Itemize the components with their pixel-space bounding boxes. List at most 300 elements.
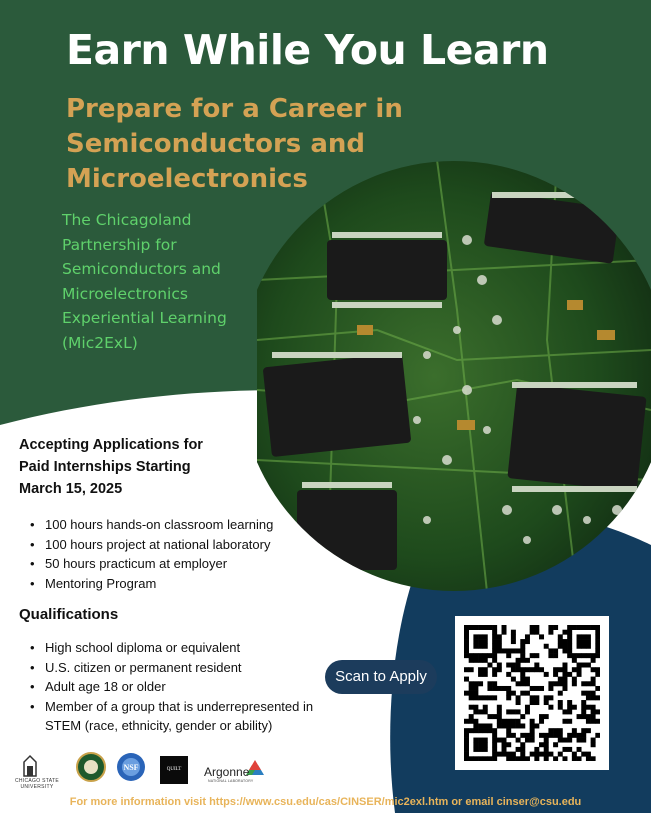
qr-module xyxy=(492,634,497,639)
qr-module xyxy=(530,738,535,743)
qr-module xyxy=(478,742,483,747)
qr-module xyxy=(581,691,586,696)
qr-module xyxy=(558,639,563,644)
qr-module xyxy=(577,639,582,644)
qr-module xyxy=(586,653,591,658)
qr-module xyxy=(525,709,530,714)
qr-module xyxy=(548,728,553,733)
qr-module xyxy=(502,747,507,752)
qr-module xyxy=(487,728,492,733)
qr-module xyxy=(577,663,582,668)
qr-module xyxy=(478,658,483,663)
qr-module xyxy=(572,752,577,757)
qr-module xyxy=(464,644,469,649)
qr-module xyxy=(595,630,600,635)
qr-module xyxy=(539,667,544,672)
qr-module xyxy=(539,752,544,757)
qr-module xyxy=(478,672,483,677)
qr-module xyxy=(572,756,577,761)
qr-module xyxy=(548,681,553,686)
qr-module xyxy=(511,639,516,644)
qr-module xyxy=(473,742,478,747)
qr-module xyxy=(478,667,483,672)
qr-module xyxy=(497,709,502,714)
qr-module xyxy=(548,686,553,691)
qr-module xyxy=(473,634,478,639)
qr-module xyxy=(483,742,488,747)
qr-module xyxy=(525,738,530,743)
qr-module xyxy=(595,686,600,691)
qr-module xyxy=(506,686,511,691)
qr-module xyxy=(591,667,596,672)
qr-module xyxy=(534,695,539,700)
qr-module xyxy=(478,639,483,644)
qr-module xyxy=(497,639,502,644)
qr-module xyxy=(539,634,544,639)
qr-module xyxy=(577,644,582,649)
qr-module xyxy=(591,714,596,719)
qr-module xyxy=(558,705,563,710)
qr-module xyxy=(469,756,474,761)
qr-module xyxy=(464,667,469,672)
qr-module xyxy=(492,747,497,752)
qr-module xyxy=(544,700,549,705)
qr-module xyxy=(572,667,577,672)
qr-module xyxy=(525,667,530,672)
qr-module xyxy=(591,681,596,686)
qr-module xyxy=(534,747,539,752)
qr-module xyxy=(567,709,572,714)
qr-module xyxy=(591,625,596,630)
qr-module xyxy=(558,728,563,733)
qr-module xyxy=(469,714,474,719)
qr-module xyxy=(506,653,511,658)
qr-module xyxy=(516,648,521,653)
qr-module xyxy=(572,677,577,682)
qr-module xyxy=(577,714,582,719)
qr-module xyxy=(520,658,525,663)
qr-module xyxy=(595,648,600,653)
qr-module xyxy=(520,644,525,649)
qr-module xyxy=(577,667,582,672)
qr-module xyxy=(567,738,572,743)
qr-module xyxy=(534,686,539,691)
qr-module xyxy=(506,672,511,677)
qr-module xyxy=(492,644,497,649)
qr-module xyxy=(497,705,502,710)
qr-module xyxy=(586,639,591,644)
qr-module xyxy=(567,644,572,649)
csu-logo-text: CHICAGO STATE UNIVERSITY xyxy=(15,778,59,790)
qr-module xyxy=(595,639,600,644)
qr-module xyxy=(492,639,497,644)
qr-module xyxy=(567,719,572,724)
qr-module xyxy=(473,738,478,743)
qr-module xyxy=(530,733,535,738)
qr-module xyxy=(511,677,516,682)
qr-module xyxy=(516,723,521,728)
qr-module xyxy=(525,691,530,696)
qr-module xyxy=(497,686,502,691)
qr-module xyxy=(469,681,474,686)
qr-module xyxy=(539,733,544,738)
qr-module xyxy=(562,639,567,644)
list-item: • U.S. citizen or permanent resident xyxy=(23,658,323,678)
partnership-name: The Chicagoland Partnership for Semiconductors and Microelectronics Experiential Learning (Mic2ExL) xyxy=(62,211,227,352)
qr-module xyxy=(492,681,497,686)
qr-module xyxy=(473,686,478,691)
qr-module xyxy=(483,747,488,752)
qr-module xyxy=(478,709,483,714)
qr-module xyxy=(511,634,516,639)
qr-module xyxy=(464,752,469,757)
qr-module xyxy=(562,709,567,714)
qr-module xyxy=(581,714,586,719)
qr-module xyxy=(591,705,596,710)
qr-module xyxy=(511,630,516,635)
applications-line-2: Paid Internships Starting xyxy=(19,459,191,475)
qr-module xyxy=(567,733,572,738)
qr-module xyxy=(581,644,586,649)
qr-module xyxy=(506,648,511,653)
qr-module xyxy=(520,639,525,644)
qr-module xyxy=(483,723,488,728)
qr-module xyxy=(548,733,553,738)
qr-module xyxy=(530,667,535,672)
qr-module xyxy=(581,733,586,738)
qr-module xyxy=(586,714,591,719)
qr-module xyxy=(478,695,483,700)
qr-module xyxy=(506,728,511,733)
qr-module xyxy=(473,691,478,696)
qr-module xyxy=(516,663,521,668)
qr-module xyxy=(530,752,535,757)
page-subtitle: Prepare for a Career in Semiconductors and Microelectronics xyxy=(66,94,403,194)
qr-module xyxy=(464,630,469,635)
qr-module xyxy=(595,672,600,677)
qr-module xyxy=(483,738,488,743)
qr-module xyxy=(520,653,525,658)
qr-module xyxy=(497,634,502,639)
qr-module xyxy=(525,733,530,738)
qr-module xyxy=(525,681,530,686)
qr-module xyxy=(577,625,582,630)
qr-module xyxy=(567,634,572,639)
qr-module xyxy=(577,747,582,752)
qr-module xyxy=(577,634,582,639)
qr-module xyxy=(586,752,591,757)
qr-module xyxy=(544,733,549,738)
qr-module xyxy=(562,719,567,724)
qr-module xyxy=(483,667,488,672)
qr-module xyxy=(572,653,577,658)
qr-module xyxy=(487,625,492,630)
qr-module xyxy=(483,634,488,639)
qr-module xyxy=(483,705,488,710)
seal-logo-icon xyxy=(77,753,105,781)
qr-module xyxy=(502,719,507,724)
qr-module xyxy=(544,756,549,761)
qr-module xyxy=(520,677,525,682)
qr-module xyxy=(473,658,478,663)
qr-module xyxy=(464,738,469,743)
qr-module xyxy=(548,630,553,635)
qr-module xyxy=(534,663,539,668)
qr-module xyxy=(572,705,577,710)
qr-module xyxy=(562,630,567,635)
qr-module xyxy=(520,667,525,672)
qr-module xyxy=(492,738,497,743)
qr-module xyxy=(525,634,530,639)
qr-module xyxy=(511,719,516,724)
qr-module xyxy=(548,695,553,700)
qr-module xyxy=(562,681,567,686)
qr-module xyxy=(548,653,553,658)
applications-line-1: Accepting Applications for xyxy=(19,437,203,453)
qr-module xyxy=(567,653,572,658)
qr-module xyxy=(525,658,530,663)
qr-module xyxy=(469,705,474,710)
qr-module xyxy=(473,639,478,644)
qr-module xyxy=(516,667,521,672)
qr-module xyxy=(553,756,558,761)
qr-module xyxy=(502,742,507,747)
qr-module xyxy=(562,667,567,672)
qr-module xyxy=(534,723,539,728)
qr-module xyxy=(464,756,469,761)
qr-module xyxy=(567,700,572,705)
qr-module xyxy=(502,738,507,743)
qr-module xyxy=(562,738,567,743)
qr-module xyxy=(530,653,535,658)
qr-module xyxy=(567,639,572,644)
scan-to-apply-button[interactable]: Scan to Apply xyxy=(325,660,437,694)
qr-module xyxy=(539,686,544,691)
qr-module xyxy=(586,728,591,733)
csu-logo-icon xyxy=(24,756,36,776)
qr-module xyxy=(562,644,567,649)
qr-module xyxy=(534,625,539,630)
qr-module xyxy=(581,738,586,743)
list-item: • High school diploma or equivalent xyxy=(23,638,323,658)
list-item: • Member of a group that is underrepresented in STEM (race, ethnicity, gender or ability) xyxy=(23,697,323,736)
qr-module xyxy=(544,672,549,677)
qualifications-heading: Qualifications xyxy=(19,606,119,623)
qr-module xyxy=(581,625,586,630)
applications-date: March 15, 2025 xyxy=(19,481,123,497)
qr-module xyxy=(497,663,502,668)
qr-module xyxy=(534,752,539,757)
qr-module xyxy=(464,747,469,752)
qr-module xyxy=(478,625,483,630)
qr-module xyxy=(506,742,511,747)
qr-module xyxy=(483,672,488,677)
qr-module xyxy=(502,630,507,635)
qr-module xyxy=(595,634,600,639)
qr-module xyxy=(530,700,535,705)
qr-module xyxy=(478,738,483,743)
qr-module xyxy=(544,752,549,757)
qr-module xyxy=(577,738,582,743)
qr-module xyxy=(473,705,478,710)
qr-module xyxy=(558,700,563,705)
qr-module xyxy=(572,681,577,686)
qr-module xyxy=(483,625,488,630)
qr-module xyxy=(595,695,600,700)
qr-module xyxy=(530,728,535,733)
qr-module xyxy=(478,723,483,728)
qr-module xyxy=(558,691,563,696)
qr-module xyxy=(473,653,478,658)
qr-module xyxy=(591,691,596,696)
qr-module xyxy=(464,691,469,696)
qr-module xyxy=(591,709,596,714)
qr-module xyxy=(487,663,492,668)
qr-module xyxy=(591,677,596,682)
qr-module xyxy=(497,719,502,724)
list-item: • 100 hours hands-on classroom learning xyxy=(23,515,323,535)
qr-module xyxy=(581,639,586,644)
qr-module xyxy=(516,756,521,761)
qr-code[interactable] xyxy=(455,616,609,770)
qr-module xyxy=(591,719,596,724)
qr-module xyxy=(497,723,502,728)
qr-module xyxy=(595,653,600,658)
qr-module xyxy=(544,747,549,752)
qr-module xyxy=(464,653,469,658)
qr-module xyxy=(464,677,469,682)
page-title: Earn While You Learn xyxy=(66,26,549,74)
qr-module xyxy=(572,733,577,738)
qr-module xyxy=(502,752,507,757)
qr-module xyxy=(469,719,474,724)
qr-module xyxy=(483,728,488,733)
qr-module xyxy=(464,719,469,724)
qr-module xyxy=(511,663,516,668)
qr-module xyxy=(511,723,516,728)
qr-module xyxy=(492,648,497,653)
qr-module xyxy=(595,709,600,714)
qr-module xyxy=(492,695,497,700)
qr-module xyxy=(586,705,591,710)
qr-module xyxy=(469,695,474,700)
nsf-logo-icon xyxy=(117,753,145,781)
qr-module xyxy=(478,756,483,761)
qr-module xyxy=(567,630,572,635)
qr-module xyxy=(502,648,507,653)
qr-module xyxy=(473,709,478,714)
qr-module xyxy=(530,723,535,728)
qr-module xyxy=(516,747,521,752)
qr-module xyxy=(591,695,596,700)
qr-module xyxy=(506,723,511,728)
qr-module xyxy=(473,723,478,728)
qr-module xyxy=(492,733,497,738)
qr-module xyxy=(487,686,492,691)
qr-module xyxy=(544,742,549,747)
qr-module xyxy=(558,634,563,639)
qr-module xyxy=(464,639,469,644)
qr-module xyxy=(492,742,497,747)
footer-info: For more information visit https://www.csu.edu/cas/CINSER/mic2exl.htm or email cinser@csu.edu xyxy=(69,796,582,808)
qr-module xyxy=(483,756,488,761)
qr-module xyxy=(492,752,497,757)
qr-module xyxy=(553,728,558,733)
qr-module xyxy=(497,667,502,672)
qr-module xyxy=(567,672,572,677)
qr-module xyxy=(562,663,567,668)
qr-module xyxy=(581,681,586,686)
qr-module xyxy=(558,667,563,672)
qr-module xyxy=(516,738,521,743)
qr-module xyxy=(464,625,469,630)
qr-module xyxy=(520,747,525,752)
qr-module xyxy=(595,644,600,649)
qr-module xyxy=(492,714,497,719)
qr-module xyxy=(492,686,497,691)
qr-module xyxy=(539,714,544,719)
qr-module xyxy=(562,747,567,752)
qr-module xyxy=(506,756,511,761)
qr-module xyxy=(534,756,539,761)
qr-module xyxy=(581,653,586,658)
qr-module xyxy=(577,653,582,658)
qr-module xyxy=(516,700,521,705)
qr-module xyxy=(469,653,474,658)
qr-module xyxy=(464,634,469,639)
qr-module xyxy=(469,658,474,663)
qr-module xyxy=(586,644,591,649)
qr-module xyxy=(473,644,478,649)
qr-module xyxy=(506,695,511,700)
qr-module xyxy=(511,752,516,757)
qr-module xyxy=(553,733,558,738)
qr-module xyxy=(572,658,577,663)
qr-module xyxy=(553,625,558,630)
qr-module xyxy=(520,752,525,757)
qr-module xyxy=(492,672,497,677)
quilt-logo: QUILT xyxy=(160,756,188,784)
qr-module xyxy=(511,709,516,714)
qr-module xyxy=(469,686,474,691)
qr-module xyxy=(473,695,478,700)
qr-module xyxy=(506,733,511,738)
qr-module xyxy=(487,756,492,761)
qr-module xyxy=(530,686,535,691)
list-item: • 100 hours project at national laboratory xyxy=(23,535,323,555)
qr-module xyxy=(473,756,478,761)
qr-module xyxy=(553,653,558,658)
qr-module xyxy=(520,742,525,747)
qr-module xyxy=(567,747,572,752)
qr-module xyxy=(464,742,469,747)
qr-module xyxy=(581,709,586,714)
qr-module xyxy=(581,634,586,639)
qr-module xyxy=(558,681,563,686)
qr-module xyxy=(591,756,596,761)
qr-module xyxy=(492,728,497,733)
qr-module xyxy=(581,728,586,733)
qr-module xyxy=(502,625,507,630)
qr-module xyxy=(464,648,469,653)
qr-module xyxy=(525,639,530,644)
qr-module xyxy=(516,695,521,700)
qr-module xyxy=(516,681,521,686)
qr-module xyxy=(567,625,572,630)
qr-module xyxy=(581,752,586,757)
qr-module xyxy=(544,695,549,700)
qr-module xyxy=(577,672,582,677)
